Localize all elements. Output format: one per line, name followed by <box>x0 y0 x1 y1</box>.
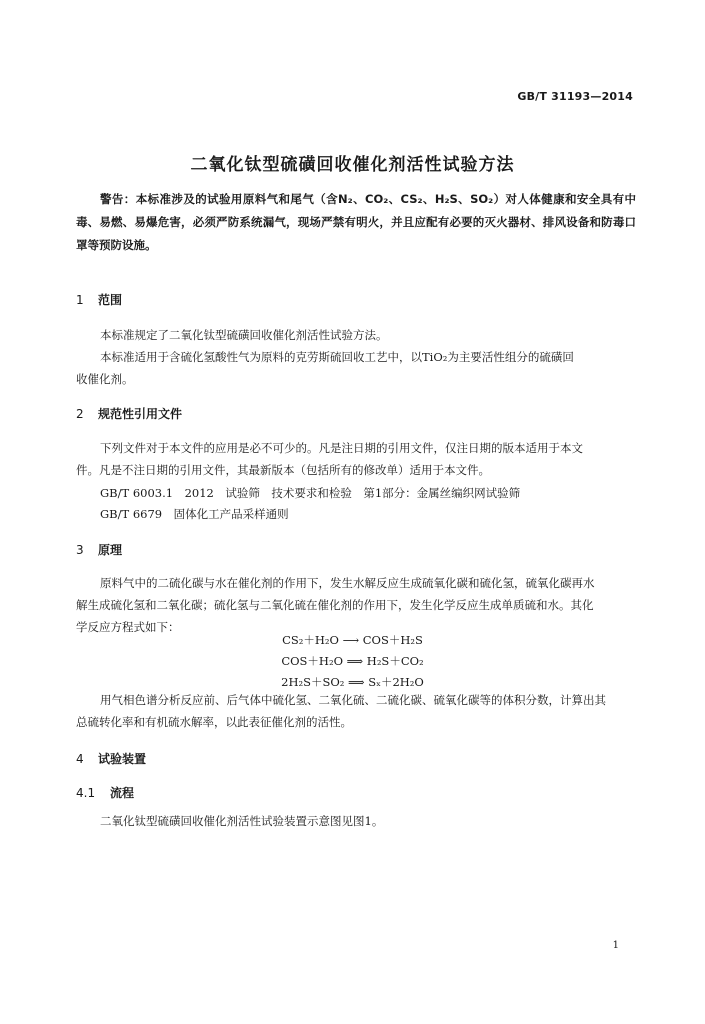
section-title: 试验装置 <box>98 752 147 766</box>
paragraph-line: 原料气中的二硫化碳与水在催化剂的作用下，发生水解反应生成硫氧化碳和硫化氢，硫氧化碳再水 <box>100 576 595 590</box>
document-title: 二氧化钛型硫磺回收催化剂活性试验方法 <box>190 155 515 175</box>
section-title: 原理 <box>98 543 123 557</box>
section-title: 范围 <box>98 293 123 307</box>
standard-code: GB/T 31193—2014 <box>517 90 633 103</box>
section-1-body <box>76 324 636 390</box>
subsection-4-1-heading <box>76 784 134 801</box>
section-3-body-cont <box>76 689 636 733</box>
section-3-body <box>76 572 636 638</box>
section-number: 3 <box>76 543 84 557</box>
paragraph-line: 学反应方程式如下： <box>76 620 180 634</box>
section-number: 2 <box>76 407 84 421</box>
subsection-number: 4.1 <box>76 786 96 800</box>
subsection-4-1-body <box>76 810 636 832</box>
paragraph-line: 用气相色谱分析反应前、后气体中硫化氢、二氧化硫、二硫化碳、硫氧化碳等的体积分数，计算出其 <box>100 693 606 707</box>
paragraph-line: 件。凡是不注日期的引用文件，其最新版本（包括所有的修改单）适用于本文件。 <box>76 463 490 477</box>
paragraph-line: 总硫转化率和有机硫水解率，以此表征催化剂的活性。 <box>76 715 352 729</box>
section-title: 规范性引用文件 <box>98 407 183 421</box>
page-number: 1 <box>612 940 619 951</box>
chemical-equation: CS₂＋H₂O ⟶ COS＋H₂S <box>282 633 423 647</box>
paragraph-line: 二氧化钛型硫磺回收催化剂活性试验装置示意图见图1。 <box>100 814 384 828</box>
section-2-body <box>76 437 636 481</box>
paragraph-line: 本标准规定了二氧化钛型硫磺回收催化剂活性试验方法。 <box>100 328 388 342</box>
paragraph-line: 收催化剂。 <box>76 372 134 386</box>
section-1-heading <box>76 291 122 308</box>
paragraph-line: 本标准适用于含硫化氢酸性气为原料的克劳斯硫回收工艺中，以TiO₂为主要活性组分的硫磺回 <box>100 350 574 364</box>
paragraph-line: 解生成硫化氢和二氧化碳；硫化氢与二氧化硫在催化剂的作用下，发生化学反应生成单质硫和水。其化 <box>76 598 594 612</box>
section-number: 4 <box>76 752 84 766</box>
chemical-equation: COS＋H₂O ⟹ H₂S＋CO₂ <box>281 654 424 668</box>
warning-paragraph: 警告：本标准涉及的试验用原料气和尾气（含N₂、CO₂、CS₂、H₂S、SO₂）对人体健康和安全具有中毒、易燃、易爆危害，必须严防系统漏气，现场严禁有明火，并且应配有必要的灭火器材、排风设备和防毒口罩等预防设施。 <box>76 192 636 252</box>
chemical-equation: 2H₂S＋SO₂ ⟹ Sₓ＋2H₂O <box>281 675 424 689</box>
section-4-heading <box>76 750 146 767</box>
section-2-heading <box>76 405 182 422</box>
section-number: 1 <box>76 293 84 307</box>
paragraph-line: 下列文件对于本文件的应用是必不可少的。凡是注日期的引用文件，仅注日期的版本适用于本文 <box>100 441 583 455</box>
subsection-title: 流程 <box>110 786 135 800</box>
normative-reference: GB/T 6679 固体化工产品采样通则 <box>100 507 289 521</box>
normative-reference: GB/T 6003.1 2012 试验筛 技术要求和检验 第1部分：金属丝编织网试验筛 <box>100 486 521 500</box>
section-3-heading <box>76 541 122 558</box>
